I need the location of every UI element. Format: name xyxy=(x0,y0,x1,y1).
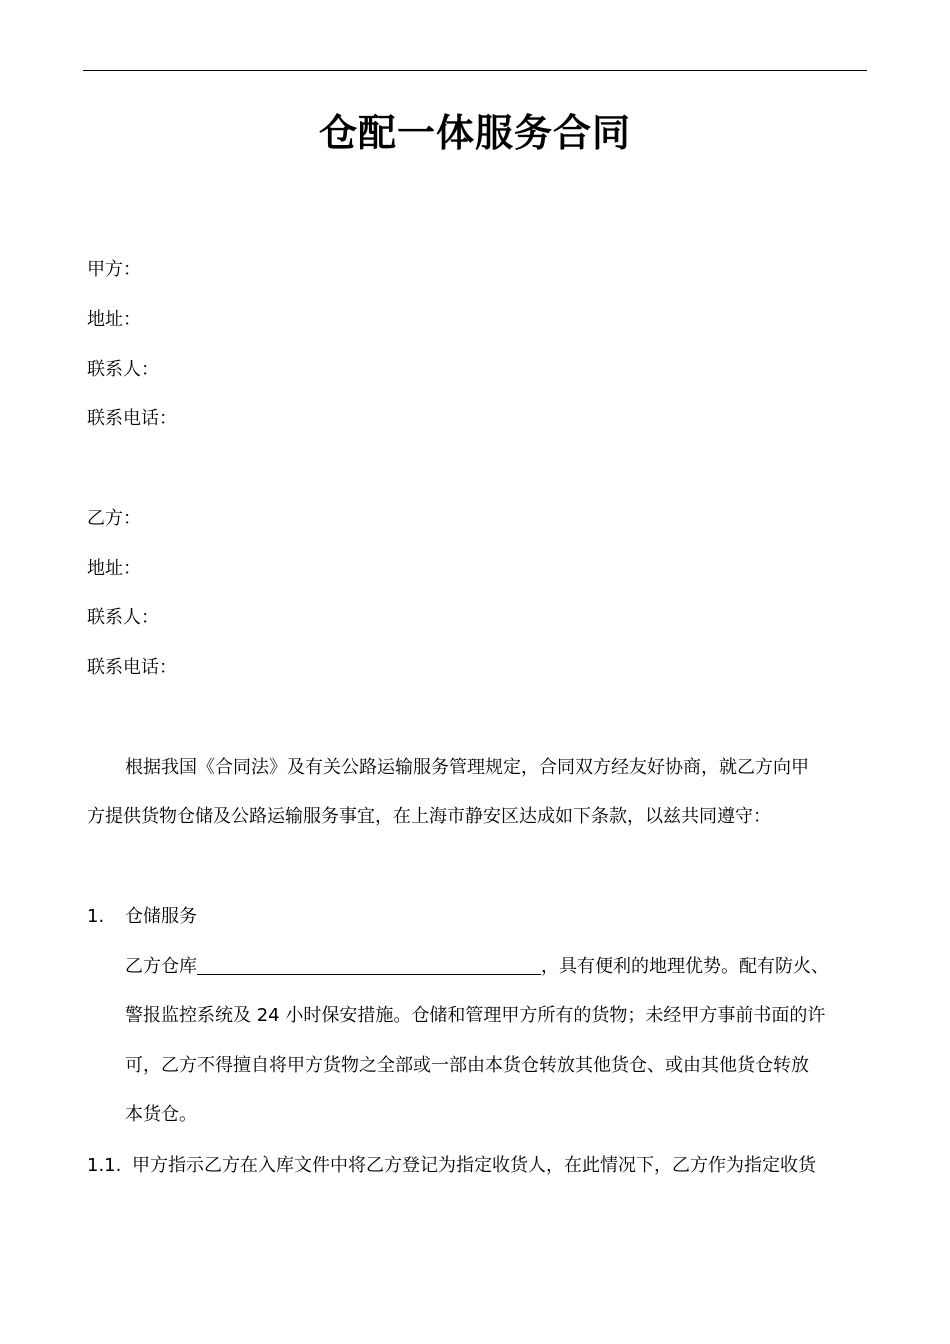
party-b-phone-label: 联系电话： xyxy=(87,657,177,678)
clause-1-1 xyxy=(87,1153,816,1179)
section-1-body-line-1 xyxy=(125,954,829,980)
party-b-address-label: 地址： xyxy=(87,558,141,579)
header-rule xyxy=(83,70,867,71)
document-title: 仓配一体服务合同 xyxy=(318,111,631,155)
clause-1-1-number: 1.1. xyxy=(87,1155,122,1176)
preamble-line-2: 方提供货物仓储及公路运输服务事宜，在上海市静安区达成如下条款，以兹共同遵守： xyxy=(87,806,771,827)
section-1-number: 1. xyxy=(87,906,105,927)
party-a-label: 甲方： xyxy=(87,259,141,280)
party-a-contact-label: 联系人： xyxy=(87,359,159,380)
warehouse-label: 乙方仓库 xyxy=(125,956,197,977)
party-b-contact-label: 联系人： xyxy=(87,607,159,628)
section-1-heading xyxy=(87,904,197,930)
party-b-label: 乙方： xyxy=(87,508,141,529)
warehouse-desc: ，具有便利的地理优势。配有防火、 xyxy=(541,956,829,977)
section-1-title: 仓储服务 xyxy=(125,906,197,927)
section-1-body-line-2: 警报监控系统及 24 小时保安措施。仓储和管理甲方所有的货物；未经甲方事前书面的许 xyxy=(125,1005,826,1026)
clause-1-1-text: 甲方指示乙方在入库文件中将乙方登记为指定收货人，在此情况下，乙方作为指定收货 xyxy=(132,1155,816,1176)
warehouse-blank-field xyxy=(197,956,541,975)
preamble-line-1: 根据我国《合同法》及有关公路运输服务管理规定，合同双方经友好协商，就乙方向甲 xyxy=(125,757,809,778)
party-a-address-label: 地址： xyxy=(87,309,141,330)
party-a-phone-label: 联系电话： xyxy=(87,408,177,429)
section-1-body-line-3: 可，乙方不得擅自将甲方货物之全部或一部由本货仓转放其他货仓、或由其他货仓转放 xyxy=(125,1055,809,1076)
section-1-body-line-4: 本货仓。 xyxy=(125,1104,197,1125)
